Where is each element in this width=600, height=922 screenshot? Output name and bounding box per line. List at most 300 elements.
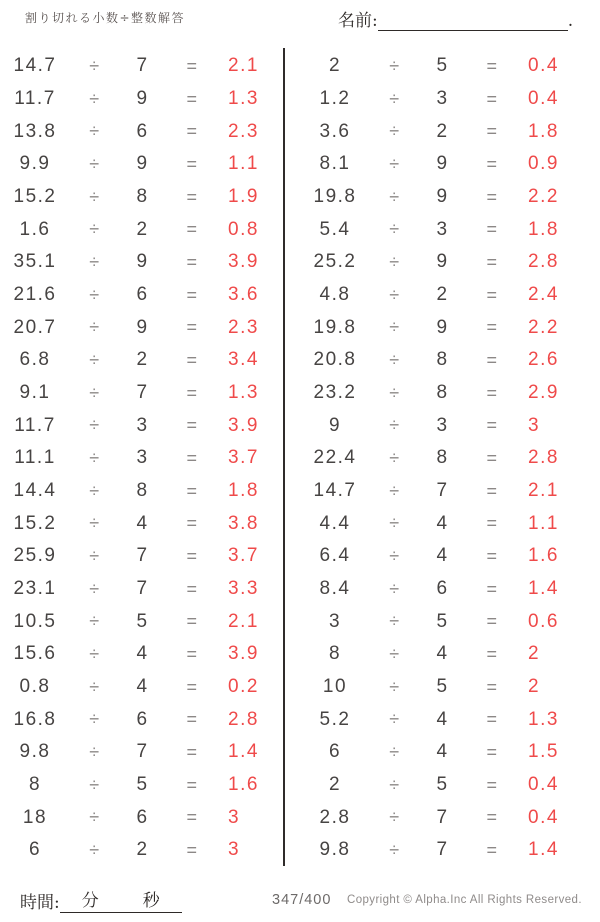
dividend: 13.8 bbox=[13, 120, 57, 142]
dividend: 8 bbox=[28, 774, 42, 796]
equals-symbol: = bbox=[186, 611, 199, 632]
problem-row bbox=[300, 769, 583, 802]
divisor: 5 bbox=[136, 610, 149, 632]
dividend: 16.8 bbox=[13, 708, 57, 730]
answer: 3.4 bbox=[228, 349, 259, 371]
divide-symbol: ÷ bbox=[389, 349, 401, 370]
equals-symbol: = bbox=[486, 186, 499, 207]
answer: 1.8 bbox=[528, 120, 559, 142]
problem-row bbox=[300, 834, 583, 867]
problem-row bbox=[300, 442, 583, 475]
answer: 1.3 bbox=[228, 88, 259, 109]
dividend: 35.1 bbox=[13, 251, 57, 273]
dividend: 14.4 bbox=[13, 480, 57, 502]
minutes-label: 分 bbox=[81, 891, 99, 911]
problem-row bbox=[0, 475, 283, 508]
divisor: 4 bbox=[136, 512, 149, 534]
divide-symbol: ÷ bbox=[389, 284, 401, 305]
dividend: 6.8 bbox=[19, 349, 51, 371]
divide-symbol: ÷ bbox=[389, 578, 401, 599]
problem-row bbox=[0, 573, 283, 606]
time-blank-line bbox=[60, 886, 182, 913]
problems-area bbox=[0, 50, 600, 868]
answer: 2.8 bbox=[228, 708, 259, 730]
answer: 2 bbox=[528, 676, 541, 698]
answer: 1.1 bbox=[528, 512, 559, 534]
divide-symbol: ÷ bbox=[89, 611, 101, 632]
equals-symbol: = bbox=[186, 415, 199, 436]
divisor: 9 bbox=[436, 251, 449, 273]
dividend: 9.8 bbox=[319, 839, 351, 861]
equals-symbol: = bbox=[486, 382, 499, 403]
problem-row bbox=[300, 311, 583, 344]
time-field bbox=[20, 886, 182, 913]
answer: 3 bbox=[528, 414, 541, 436]
dividend: 19.8 bbox=[313, 316, 357, 338]
name-label: 名前: bbox=[338, 11, 378, 31]
answer: 3.8 bbox=[228, 512, 259, 534]
equals-symbol: = bbox=[486, 55, 499, 76]
answer: 2.6 bbox=[528, 349, 559, 371]
problem-row bbox=[300, 213, 583, 246]
answer: 1.3 bbox=[228, 382, 259, 404]
equals-symbol: = bbox=[186, 382, 199, 403]
problem-row bbox=[300, 246, 583, 279]
problem-row bbox=[0, 50, 283, 83]
equals-symbol: = bbox=[186, 643, 199, 664]
answer: 1.6 bbox=[228, 774, 259, 796]
divisor: 4 bbox=[436, 643, 449, 665]
answer: 2.1 bbox=[228, 55, 259, 77]
divisor: 3 bbox=[436, 414, 449, 436]
divisor: 5 bbox=[436, 774, 449, 796]
equals-symbol: = bbox=[486, 611, 499, 632]
divide-symbol: ÷ bbox=[89, 643, 101, 664]
answer: 3.9 bbox=[228, 251, 259, 273]
divisor: 7 bbox=[136, 382, 149, 404]
equals-symbol: = bbox=[486, 153, 499, 174]
divisor: 2 bbox=[436, 284, 449, 306]
dividend: 18 bbox=[22, 806, 48, 828]
problem-row bbox=[300, 507, 583, 540]
equals-symbol: = bbox=[186, 709, 199, 730]
problem-row bbox=[300, 83, 583, 116]
dividend: 11.7 bbox=[14, 414, 56, 436]
dividend: 23.1 bbox=[13, 578, 57, 600]
divisor: 9 bbox=[136, 153, 149, 175]
answer: 2 bbox=[528, 643, 541, 665]
problem-row bbox=[0, 115, 283, 148]
dividend: 2 bbox=[328, 55, 342, 77]
problem-row bbox=[300, 279, 583, 312]
problem-row bbox=[0, 311, 283, 344]
problem-row bbox=[300, 409, 583, 442]
equals-symbol: = bbox=[186, 55, 199, 76]
answer: 2.3 bbox=[228, 316, 259, 338]
divisor: 9 bbox=[136, 316, 149, 338]
divide-symbol: ÷ bbox=[89, 447, 101, 468]
divide-symbol: ÷ bbox=[389, 545, 401, 566]
divisor: 7 bbox=[136, 741, 149, 763]
divide-symbol: ÷ bbox=[389, 219, 401, 240]
divisor: 4 bbox=[436, 545, 449, 567]
problem-row bbox=[300, 573, 583, 606]
divide-symbol: ÷ bbox=[89, 480, 101, 501]
equals-symbol: = bbox=[186, 349, 199, 370]
dividend: 10.5 bbox=[13, 610, 57, 632]
problem-row bbox=[0, 671, 283, 704]
problem-row bbox=[0, 181, 283, 214]
problem-row bbox=[300, 671, 583, 704]
problem-row bbox=[300, 605, 583, 638]
answer: 3 bbox=[228, 806, 241, 828]
divide-symbol: ÷ bbox=[89, 219, 101, 240]
answer: 3 bbox=[228, 839, 241, 861]
divisor: 6 bbox=[136, 708, 149, 730]
divide-symbol: ÷ bbox=[89, 349, 101, 370]
equals-symbol: = bbox=[186, 676, 199, 697]
divisor: 9 bbox=[436, 186, 449, 208]
page-number: 347/400 bbox=[272, 892, 332, 908]
dividend: 25.9 bbox=[13, 545, 57, 567]
divide-symbol: ÷ bbox=[389, 153, 401, 174]
answer: 3.7 bbox=[228, 447, 259, 469]
divide-symbol: ÷ bbox=[89, 839, 101, 860]
divide-symbol: ÷ bbox=[89, 55, 101, 76]
answer: 2.9 bbox=[528, 382, 559, 404]
answer: 1.4 bbox=[528, 578, 559, 600]
problem-row bbox=[0, 736, 283, 769]
equals-symbol: = bbox=[486, 513, 499, 534]
dividend: 15.2 bbox=[13, 512, 57, 534]
equals-symbol: = bbox=[486, 415, 499, 436]
equals-symbol: = bbox=[186, 186, 199, 207]
answer: 0.2 bbox=[228, 676, 259, 698]
divide-symbol: ÷ bbox=[89, 676, 101, 697]
problem-row bbox=[0, 409, 283, 442]
answer: 2.3 bbox=[228, 120, 259, 142]
divide-symbol: ÷ bbox=[389, 709, 401, 730]
dividend: 22.4 bbox=[313, 447, 357, 469]
divisor: 8 bbox=[436, 382, 449, 404]
copyright-notice: Copyright © Alpha.Inc All Rights Reserved. bbox=[347, 894, 582, 906]
equals-symbol: = bbox=[486, 839, 499, 860]
problem-row bbox=[0, 703, 283, 736]
equals-symbol: = bbox=[486, 807, 499, 828]
answer: 3.3 bbox=[228, 578, 259, 600]
problem-row bbox=[300, 540, 583, 573]
equals-symbol: = bbox=[186, 317, 199, 338]
problem-row bbox=[300, 638, 583, 671]
problem-row bbox=[300, 377, 583, 410]
dividend: 20.8 bbox=[313, 349, 357, 371]
divisor: 7 bbox=[136, 55, 149, 77]
divide-symbol: ÷ bbox=[389, 513, 401, 534]
equals-symbol: = bbox=[486, 643, 499, 664]
dividend: 19.8 bbox=[313, 186, 357, 208]
dividend: 23.2 bbox=[313, 382, 357, 404]
divisor: 2 bbox=[136, 349, 149, 371]
problem-row bbox=[0, 769, 283, 802]
equals-symbol: = bbox=[186, 284, 199, 305]
equals-symbol: = bbox=[186, 513, 199, 534]
dividend: 4.8 bbox=[319, 284, 351, 306]
divide-symbol: ÷ bbox=[89, 578, 101, 599]
answer: 1.1 bbox=[228, 153, 259, 175]
problem-row bbox=[300, 344, 583, 377]
divide-symbol: ÷ bbox=[89, 251, 101, 272]
divide-symbol: ÷ bbox=[389, 839, 401, 860]
dividend: 14.7 bbox=[13, 55, 57, 77]
divide-symbol: ÷ bbox=[89, 709, 101, 730]
divisor: 5 bbox=[136, 774, 149, 796]
dividend: 5.2 bbox=[319, 708, 351, 730]
dividend: 4.4 bbox=[319, 512, 351, 534]
answer: 1.8 bbox=[528, 218, 559, 240]
divide-symbol: ÷ bbox=[89, 774, 101, 795]
divide-symbol: ÷ bbox=[389, 382, 401, 403]
answer: 0.9 bbox=[528, 153, 559, 175]
dividend: 25.2 bbox=[313, 251, 357, 273]
answer: 1.6 bbox=[528, 545, 559, 567]
divisor: 3 bbox=[436, 88, 449, 109]
dividend: 9.9 bbox=[19, 153, 51, 175]
divisor: 2 bbox=[436, 120, 449, 142]
divisor: 6 bbox=[136, 806, 149, 828]
answer: 2.4 bbox=[528, 284, 559, 306]
divide-symbol: ÷ bbox=[389, 317, 401, 338]
equals-symbol: = bbox=[186, 121, 199, 142]
problem-row bbox=[0, 83, 283, 116]
equals-symbol: = bbox=[186, 251, 199, 272]
divisor: 8 bbox=[436, 349, 449, 371]
problem-row bbox=[300, 181, 583, 214]
divide-symbol: ÷ bbox=[389, 611, 401, 632]
equals-symbol: = bbox=[186, 774, 199, 795]
divide-symbol: ÷ bbox=[89, 382, 101, 403]
answer: 0.4 bbox=[528, 55, 559, 77]
problem-row bbox=[0, 540, 283, 573]
divisor: 4 bbox=[436, 741, 449, 763]
answer: 0.4 bbox=[528, 88, 559, 109]
dividend: 8.1 bbox=[319, 153, 351, 175]
equals-symbol: = bbox=[486, 349, 499, 370]
answer: 2.2 bbox=[528, 316, 559, 338]
divide-symbol: ÷ bbox=[89, 284, 101, 305]
divisor: 3 bbox=[136, 447, 149, 469]
problem-row bbox=[0, 213, 283, 246]
name-field bbox=[338, 6, 573, 31]
answer: 3.6 bbox=[228, 284, 259, 306]
dividend: 10 bbox=[322, 676, 348, 698]
divide-symbol: ÷ bbox=[89, 88, 101, 109]
divisor: 3 bbox=[436, 218, 449, 240]
divide-symbol: ÷ bbox=[389, 447, 401, 468]
divide-symbol: ÷ bbox=[89, 121, 101, 142]
divide-symbol: ÷ bbox=[389, 774, 401, 795]
equals-symbol: = bbox=[486, 676, 499, 697]
answer: 3.7 bbox=[228, 545, 259, 567]
answer: 1.3 bbox=[528, 708, 559, 730]
answer: 2.2 bbox=[528, 186, 559, 208]
dividend: 1.6 bbox=[19, 218, 51, 240]
dividend: 9 bbox=[328, 414, 342, 436]
column-divider bbox=[283, 48, 285, 866]
equals-symbol: = bbox=[186, 807, 199, 828]
answer: 1.8 bbox=[228, 480, 259, 502]
divide-symbol: ÷ bbox=[89, 545, 101, 566]
divide-symbol: ÷ bbox=[389, 55, 401, 76]
divisor: 2 bbox=[136, 218, 149, 240]
dividend: 3 bbox=[328, 610, 342, 632]
divisor: 9 bbox=[136, 251, 149, 273]
equals-symbol: = bbox=[186, 447, 199, 468]
divide-symbol: ÷ bbox=[89, 741, 101, 762]
problem-row bbox=[0, 246, 283, 279]
divisor: 7 bbox=[436, 839, 449, 861]
equals-symbol: = bbox=[186, 839, 199, 860]
equals-symbol: = bbox=[486, 251, 499, 272]
divide-symbol: ÷ bbox=[89, 153, 101, 174]
divisor: 7 bbox=[136, 545, 149, 567]
dividend: 9.1 bbox=[19, 382, 51, 404]
equals-symbol: = bbox=[186, 88, 199, 109]
divisor: 2 bbox=[136, 839, 149, 861]
dividend: 11.1 bbox=[14, 447, 56, 469]
problem-row bbox=[0, 638, 283, 671]
divide-symbol: ÷ bbox=[89, 186, 101, 207]
problem-row bbox=[300, 736, 583, 769]
problem-row bbox=[0, 377, 283, 410]
equals-symbol: = bbox=[186, 741, 199, 762]
divisor: 8 bbox=[136, 480, 149, 502]
answer: 3.9 bbox=[228, 643, 259, 665]
problem-row bbox=[0, 442, 283, 475]
problem-row bbox=[0, 507, 283, 540]
divisor: 6 bbox=[136, 284, 149, 306]
divide-symbol: ÷ bbox=[389, 741, 401, 762]
answer: 1.5 bbox=[528, 741, 559, 763]
dividend: 3.6 bbox=[319, 120, 351, 142]
divide-symbol: ÷ bbox=[389, 88, 401, 109]
equals-symbol: = bbox=[186, 219, 199, 240]
answer: 0.6 bbox=[528, 610, 559, 632]
dividend: 14.7 bbox=[313, 480, 357, 502]
dividend: 2.8 bbox=[319, 806, 351, 828]
equals-symbol: = bbox=[486, 447, 499, 468]
dividend: 15.6 bbox=[13, 643, 57, 665]
problem-row bbox=[0, 344, 283, 377]
equals-symbol: = bbox=[486, 545, 499, 566]
divide-symbol: ÷ bbox=[89, 415, 101, 436]
answer: 2.8 bbox=[528, 447, 559, 469]
divide-symbol: ÷ bbox=[389, 807, 401, 828]
problem-row bbox=[300, 801, 583, 834]
equals-symbol: = bbox=[486, 219, 499, 240]
divide-symbol: ÷ bbox=[389, 480, 401, 501]
answer: 0.4 bbox=[528, 774, 559, 796]
equals-symbol: = bbox=[486, 88, 499, 109]
equals-symbol: = bbox=[486, 121, 499, 142]
divide-symbol: ÷ bbox=[389, 415, 401, 436]
divide-symbol: ÷ bbox=[89, 317, 101, 338]
problem-row bbox=[300, 115, 583, 148]
dividend: 9.8 bbox=[19, 741, 51, 763]
problem-row bbox=[0, 605, 283, 638]
equals-symbol: = bbox=[486, 709, 499, 730]
divide-symbol: ÷ bbox=[389, 251, 401, 272]
time-label: 時間: bbox=[20, 893, 60, 913]
dividend: 21.6 bbox=[13, 284, 57, 306]
name-blank-line bbox=[378, 10, 568, 31]
divisor: 8 bbox=[436, 447, 449, 469]
divide-symbol: ÷ bbox=[389, 676, 401, 697]
problems-column-right bbox=[300, 50, 583, 867]
problem-row bbox=[0, 834, 283, 867]
divisor: 7 bbox=[136, 578, 149, 600]
problem-row bbox=[300, 703, 583, 736]
dividend: 2 bbox=[328, 774, 342, 796]
dividend: 8 bbox=[328, 643, 342, 665]
equals-symbol: = bbox=[486, 317, 499, 338]
divide-symbol: ÷ bbox=[389, 121, 401, 142]
equals-symbol: = bbox=[186, 480, 199, 501]
dividend: 6 bbox=[28, 839, 42, 861]
answer: 2.1 bbox=[228, 610, 259, 632]
seconds-label: 秒 bbox=[142, 891, 160, 911]
problem-row bbox=[300, 50, 583, 83]
divisor: 4 bbox=[136, 643, 149, 665]
equals-symbol: = bbox=[186, 578, 199, 599]
problem-row bbox=[0, 148, 283, 181]
divisor: 4 bbox=[436, 708, 449, 730]
answer: 2.8 bbox=[528, 251, 559, 273]
dividend: 8.4 bbox=[319, 578, 351, 600]
divisor: 7 bbox=[436, 806, 449, 828]
equals-symbol: = bbox=[486, 741, 499, 762]
divisor: 5 bbox=[436, 610, 449, 632]
problem-row bbox=[300, 148, 583, 181]
answer: 1.4 bbox=[228, 741, 259, 763]
divide-symbol: ÷ bbox=[389, 186, 401, 207]
dividend: 15.2 bbox=[13, 186, 57, 208]
answer: 1.9 bbox=[228, 186, 259, 208]
divide-symbol: ÷ bbox=[89, 513, 101, 534]
divisor: 8 bbox=[136, 186, 149, 208]
answer: 0.8 bbox=[228, 218, 259, 240]
equals-symbol: = bbox=[486, 284, 499, 305]
divide-symbol: ÷ bbox=[89, 807, 101, 828]
name-line-end-dot: . bbox=[567, 11, 574, 31]
divisor: 9 bbox=[436, 316, 449, 338]
equals-symbol: = bbox=[486, 774, 499, 795]
problem-row bbox=[0, 801, 283, 834]
divisor: 5 bbox=[436, 55, 449, 77]
answer: 2.1 bbox=[528, 480, 559, 502]
answer: 3.9 bbox=[228, 414, 259, 436]
dividend: 20.7 bbox=[13, 316, 57, 338]
divisor: 9 bbox=[136, 88, 149, 109]
footer bbox=[0, 884, 600, 914]
dividend: 6 bbox=[328, 741, 342, 763]
equals-symbol: = bbox=[486, 480, 499, 501]
equals-symbol: = bbox=[186, 545, 199, 566]
divisor: 7 bbox=[436, 480, 449, 502]
worksheet-title: 割り切れる小数÷整数解答 bbox=[25, 11, 186, 25]
divisor: 9 bbox=[436, 153, 449, 175]
divisor: 4 bbox=[436, 512, 449, 534]
problems-column-left bbox=[0, 50, 283, 867]
